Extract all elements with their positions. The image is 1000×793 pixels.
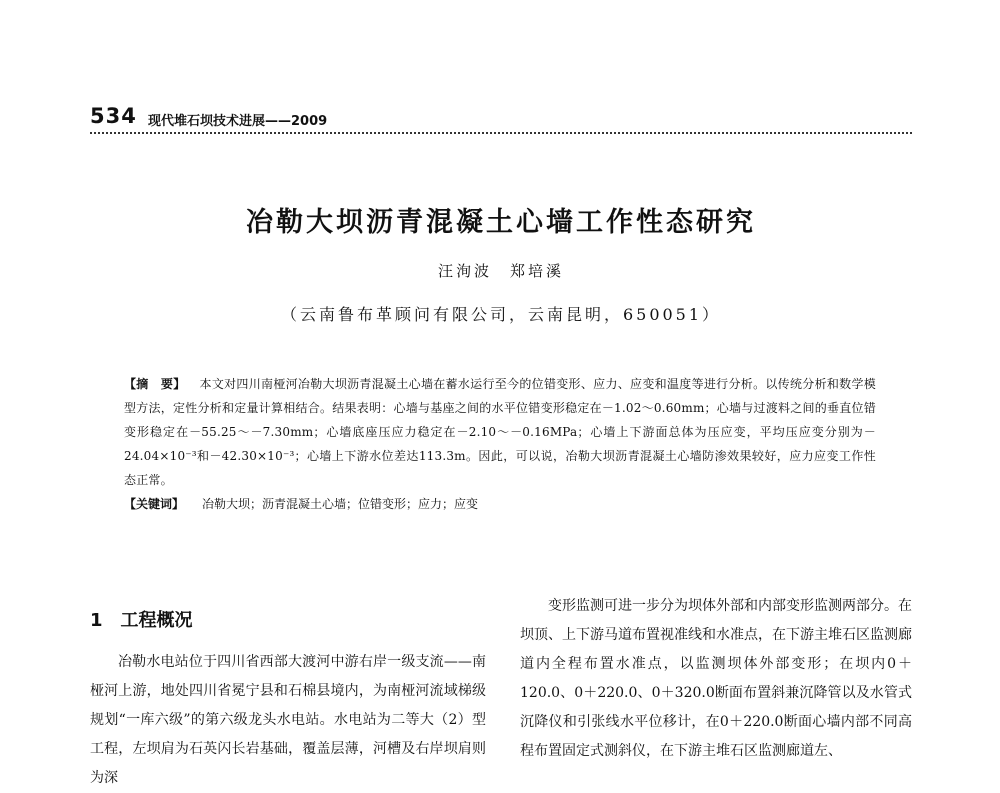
right-column-text: 变形监测可进一步分为坝体外部和内部变形监测两部分。在坝顶、上下游马道布置视准线和水准点，在下游主堆石区监测廊道内全程布置水准点，以监测坝体外部变形；在坝内0＋120.0、0＋220.0、0＋320.0断面布置斜兼沉降管以及水管式沉降仪和引张线水平位移计，在0＋220.0断面心墙内部不同高程布置固定式测斜仪，在下游主堆石区监测廊道左、 <box>520 598 912 759</box>
keywords-text: 冶勒大坝；沥青混凝土心墙；位错变形；应力；应变 <box>202 497 479 511</box>
keywords <box>124 492 876 516</box>
abstract-text: 本文对四川南桠河冶勒大坝沥青混凝土心墙在蓄水运行至今的位错变形、应力、应变和温度等进行分析。以传统分析和数学模型方法，定性分析和定量计算相结合。结果表明：心墙与基座之间的水平位错变形稳定在－1.02～0.60mm；心墙与过渡料之间的垂直位错变形稳定在－55.25～－7.30mm；心墙底座压应力稳定在－2.10～－0.16MPa；心墙上下游面总体为压应变，平均压应变分别为－24.04×10⁻³和－42.30×10⁻³；心墙上下游水位差达113.3m。因此，可以说，冶勒大坝沥青混凝土心墙防渗效果较好，应力应变工作性态正常。 <box>124 377 876 487</box>
abstract <box>124 372 876 492</box>
section-heading <box>90 606 193 632</box>
keywords-label: 【关键词】 <box>124 497 185 511</box>
paper-title: 冶勒大坝沥青混凝土心墙工作性态研究 <box>246 207 756 238</box>
section-number: 1 <box>90 610 103 631</box>
section-title: 工程概况 <box>120 610 193 631</box>
paper-authors: 汪洵波 郑培溪 <box>437 262 564 280</box>
left-column-text: 冶勒水电站位于四川省西部大渡河中游右岸一级支流——南桠河上游，地处四川省冕宁县和石棉县境内，为南桠河流域梯级规划“一库六级”的第六级龙头水电站。水电站为二等大（2）型工程，左坝肩为石英闪长岩基础，覆盖层薄，河槽及右岸坝肩则为深 <box>90 654 486 786</box>
abstract-label: 【摘 要】 <box>124 377 186 391</box>
header-divider <box>90 132 912 134</box>
page-number: 534 <box>90 104 137 128</box>
paper-affiliation: （云南鲁布革顾问有限公司，云南昆明，650051） <box>280 305 722 324</box>
journal-title: 现代堆石坝技术进展——2009 <box>148 114 328 129</box>
